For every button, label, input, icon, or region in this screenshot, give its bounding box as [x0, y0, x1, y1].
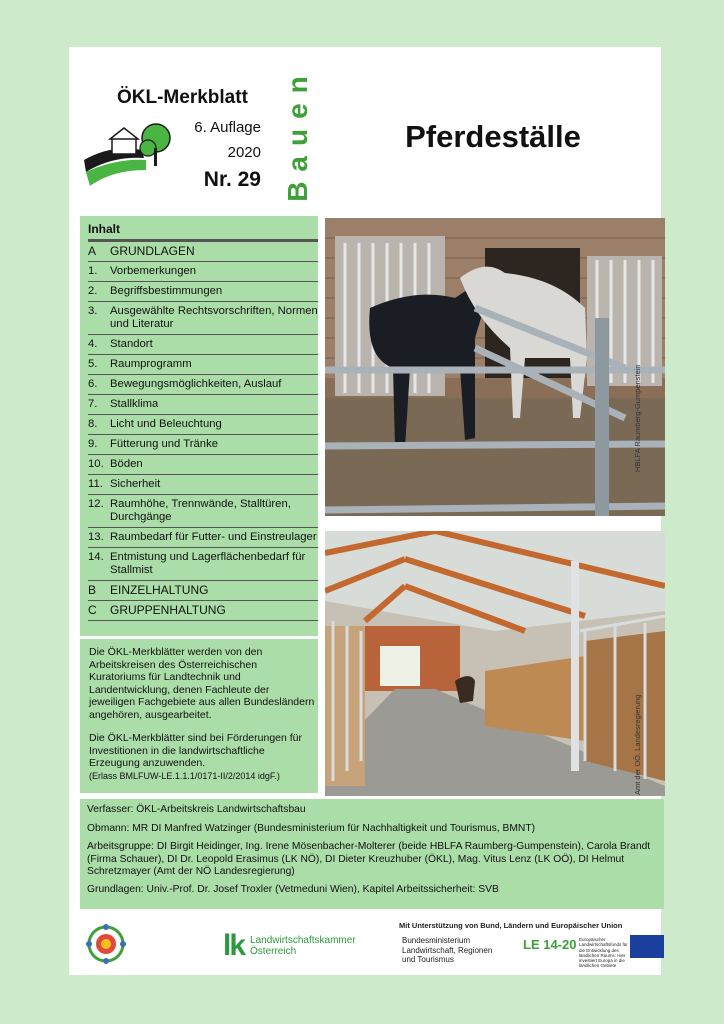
decree-reference: (Erlass BMLFUW-LE.1.1.1/0171-II/2/2014 idgF.)	[89, 771, 280, 781]
toc-item	[88, 581, 318, 601]
toc-item	[88, 528, 318, 548]
toc-item-number: 13.	[88, 531, 104, 543]
toc-item	[88, 242, 318, 262]
toc-item-label: Fütterung und Tränke	[110, 438, 219, 450]
intro-paragraph-1: Die ÖKL-Merkblätter werden von den Arbeitskreisen des Österreichischen Kuratoriums für Landtechnik und Landentwicklung, denen Fachleute der jeweiligen Fachgebiete aus allen Bundesländern angehören, ausgearbeitet.	[89, 646, 315, 721]
authors-box	[80, 799, 664, 909]
toc-item	[88, 375, 318, 395]
toc-item	[88, 475, 318, 495]
farm-logo-icon	[82, 120, 180, 190]
toc-item-label: GRUNDLAGEN	[110, 244, 195, 258]
edition: 6. Auflage	[194, 119, 261, 136]
toc-item-number: A	[88, 244, 97, 258]
toc-item-label: GRUPPENHALTUNG	[110, 603, 226, 617]
lk-mark-icon: lk	[223, 929, 245, 962]
working-group-line: Arbeitsgruppe: DI Birgit Heidinger, Ing. Irene Mösenbacher-Molterer (beide HBLFA Raumberg-Gumpenstein), Carola Brandt (Firma Schauer), DI Dr. Leopold Erasimus (LK NÖ), DI Dieter Kreuzhuber (ÖKL), Mag. Vitus Lenz (LK OÖ), DI Helmut Schretzmayer (Amt der NÖ Landesregierung)	[87, 841, 651, 877]
toc-item-number: 4.	[88, 338, 98, 350]
ministry-name: Bundesministerium Landwirtschaft, Regionen und Tourismus	[402, 936, 493, 964]
basis-line: Grundlagen: Univ.-Prof. Dr. Josef Troxler (Vetmeduni Wien), Kapitel Arbeitssicherheit: SVB	[87, 884, 499, 895]
toc-item-label: Standort	[110, 338, 153, 350]
toc-item-number: 3.	[88, 305, 98, 317]
eu-fund-text: Europäischer Landwirtschaftsfonds für die Entwicklung des ländlichen Raums: Hier investiert Europa in die ländlichen Gebiete	[579, 937, 628, 969]
chair-line: Obmann: MR DI Manfred Watzinger (Bundesministerium für Nachhaltigkeit und Tourismus, BMNT)	[87, 823, 536, 834]
toc-item-label: Stallklima	[110, 398, 159, 410]
toc-item	[88, 455, 318, 475]
toc-item-number: 9.	[88, 438, 98, 450]
toc-item-label: Böden	[110, 458, 143, 470]
le-logo: LE 14-20	[523, 937, 577, 952]
toc-item	[88, 302, 318, 335]
photo-stable-interior	[325, 531, 665, 796]
toc-item-label: Raumhöhe, Trennwände, Stalltüren, Durchgänge	[110, 498, 291, 523]
toc-item-number: 1.	[88, 265, 98, 277]
photo-credit-1: HBLFA Raumberg-Gumpenstein	[633, 364, 642, 472]
category-text: Bauen	[282, 66, 314, 202]
toc-item-label: EINZELHALTUNG	[110, 583, 209, 597]
toc-item-number: B	[88, 583, 97, 597]
sheet-number: Nr. 29	[203, 168, 261, 191]
edition-year: 2020	[227, 144, 261, 161]
toc-item-label: Bewegungsmöglichkeiten, Auslauf	[110, 378, 282, 390]
toc-item-number: 12.	[88, 498, 104, 510]
footer	[69, 909, 661, 975]
toc-item	[88, 548, 318, 581]
toc-item	[88, 415, 318, 435]
lk-name-2: Österreich	[250, 946, 297, 957]
toc-item-label: Entmistung und Lagerflächenbedarf für Stallmist	[110, 551, 306, 576]
toc-item-number: 14.	[88, 551, 104, 563]
intro-box	[80, 639, 318, 793]
table-of-contents	[80, 216, 318, 636]
series-title: ÖKL-Merkblatt	[117, 87, 248, 108]
toc-item	[88, 262, 318, 282]
toc-item-number: C	[88, 603, 97, 617]
toc-heading: Inhalt	[88, 222, 318, 242]
toc-item	[88, 355, 318, 375]
toc-item-label: Raumbedarf für Futter- und Einstreulager	[110, 531, 317, 543]
toc-item	[88, 282, 318, 302]
eu-flag-icon	[630, 935, 664, 958]
toc-item-number: 6.	[88, 378, 98, 390]
page-title: Pferdeställe	[405, 119, 581, 154]
toc-item-number: 5.	[88, 358, 98, 370]
photo-horses-paddock	[325, 218, 665, 516]
intro-paragraph-2: Die ÖKL-Merkblätter sind bei Förderungen für Investitionen in die landwirtschaftliche Erzeugung anzuwenden.	[89, 732, 303, 770]
header	[69, 47, 324, 217]
toc-item-label: Vorbemerkungen	[110, 265, 197, 277]
toc-item-number: 7.	[88, 398, 98, 410]
support-line: Mit Unterstützung von Bund, Ländern und Europäischer Union	[399, 921, 623, 930]
cover-page	[69, 47, 661, 975]
toc-item-label: Sicherheit	[110, 478, 161, 490]
toc-item-label: Ausgewählte Rechtsvorschriften, Normen und Literatur	[110, 305, 318, 330]
oekl-emblem-icon	[85, 923, 127, 965]
author-line: Verfasser: ÖKL-Arbeitskreis Landwirtschaftsbau	[87, 804, 306, 815]
toc-item-label: Begriffsbestimmungen	[110, 285, 223, 297]
toc-item-number: 10.	[88, 458, 104, 470]
toc-item	[88, 495, 318, 528]
toc-item-label: Licht und Beleuchtung	[110, 418, 222, 430]
toc-item	[88, 395, 318, 415]
toc-item-number: 11.	[88, 478, 103, 490]
toc-item	[88, 601, 318, 621]
category-label	[281, 59, 315, 209]
photo-credit-2: Amt der OÖ. Landesregierung	[633, 694, 642, 795]
toc-item	[88, 435, 318, 455]
toc-item-number: 2.	[88, 285, 98, 297]
toc-item-number: 8.	[88, 418, 98, 430]
toc-item	[88, 335, 318, 355]
toc-item-label: Raumprogramm	[110, 358, 192, 370]
ministry-logo	[402, 936, 507, 965]
lk-logo	[223, 929, 356, 963]
lk-name-1: Landwirtschaftskammer	[250, 934, 356, 946]
